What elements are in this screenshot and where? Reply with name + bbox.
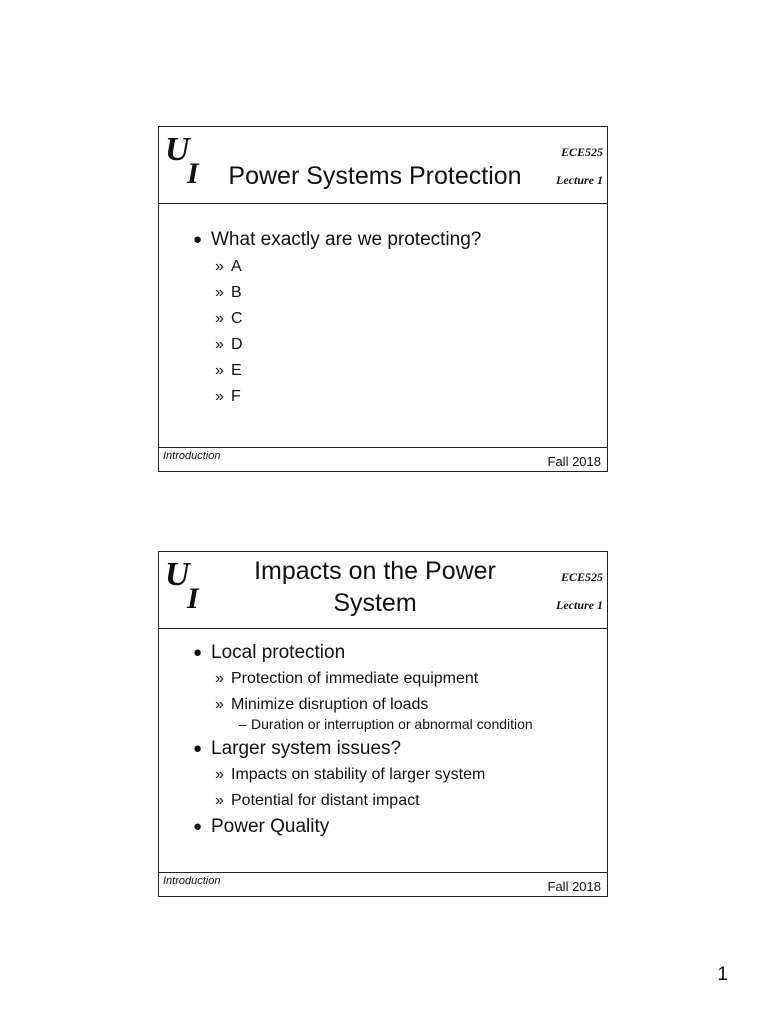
chevron-marker-icon: » <box>215 766 224 783</box>
slide-content <box>193 227 603 410</box>
bullet-text: What exactly are we protecting? <box>211 229 482 250</box>
course-code: ECE525 <box>560 145 603 159</box>
slide-2 <box>158 551 608 897</box>
sub-item <box>193 666 603 692</box>
bullet-icon: ● <box>193 644 203 661</box>
bullet-icon: ● <box>193 740 203 757</box>
bullet-item <box>193 814 603 840</box>
slide-title-line-2: System <box>333 589 417 617</box>
sub-item-text: Minimize disruption of loads <box>231 696 429 713</box>
sub-item-text: Protection of immediate equipment <box>231 670 479 687</box>
bullet-text: Larger system issues? <box>211 738 402 759</box>
sub-sub-item <box>193 714 603 734</box>
logo-letter-u: U <box>165 556 190 593</box>
sub-item <box>193 384 603 410</box>
slide-1 <box>158 126 608 472</box>
chevron-marker-icon: » <box>215 670 224 687</box>
sub-item <box>193 306 603 332</box>
footer-divider <box>159 447 607 448</box>
bullet-text: Power Quality <box>211 816 330 837</box>
sub-item <box>193 762 603 788</box>
chevron-marker-icon: » <box>215 336 224 353</box>
sub-sub-item-text: Duration or interruption or abnormal condition <box>251 716 533 732</box>
logo-letter-i: I <box>187 582 199 615</box>
chevron-marker-icon: » <box>215 284 224 301</box>
dash-marker-icon: – <box>239 716 247 732</box>
header-divider <box>159 628 607 629</box>
sub-item-text: A <box>231 258 242 275</box>
footer-divider <box>159 872 607 873</box>
chevron-marker-icon: » <box>215 792 224 809</box>
sub-item <box>193 254 603 280</box>
ui-logo <box>165 558 215 614</box>
chevron-marker-icon: » <box>215 388 224 405</box>
course-code: ECE525 <box>560 570 603 584</box>
slide-title-line-1: Impacts on the Power <box>254 557 496 585</box>
chevron-marker-icon: » <box>215 310 224 327</box>
lecture-label: Lecture 1 <box>556 598 603 612</box>
sub-item-text: C <box>231 310 243 327</box>
slide-content <box>193 640 603 840</box>
sub-item-text: Potential for distant impact <box>231 792 420 809</box>
sub-item <box>193 788 603 814</box>
sub-item <box>193 332 603 358</box>
sub-item-text: Impacts on stability of larger system <box>231 766 486 783</box>
bullet-item <box>193 227 603 253</box>
chevron-marker-icon: » <box>215 696 224 713</box>
ui-logo <box>165 133 215 189</box>
footer-section-label: Introduction <box>163 450 221 462</box>
bullet-icon: ● <box>193 818 203 835</box>
bullet-text: Local protection <box>211 642 346 663</box>
sub-item-text: E <box>231 362 242 379</box>
sub-item-text: F <box>231 388 241 405</box>
header-divider <box>159 203 607 204</box>
chevron-marker-icon: » <box>215 362 224 379</box>
logo-letter-i: I <box>187 157 199 190</box>
bullet-icon: ● <box>193 231 203 248</box>
slide-title: Power Systems Protection <box>228 162 522 190</box>
sub-item-text: D <box>231 336 243 353</box>
bullet-item <box>193 736 603 762</box>
sub-item <box>193 280 603 306</box>
footer-term: Fall 2018 <box>547 879 601 894</box>
lecture-label: Lecture 1 <box>556 173 603 187</box>
slide-title <box>219 555 531 619</box>
page-number: 1 <box>717 964 728 985</box>
footer-term: Fall 2018 <box>547 454 601 469</box>
bullet-item <box>193 640 603 666</box>
chevron-marker-icon: » <box>215 258 224 275</box>
sub-item-text: B <box>231 284 242 301</box>
logo-letter-u: U <box>165 131 190 168</box>
footer-section-label: Introduction <box>163 875 221 887</box>
sub-item <box>193 358 603 384</box>
